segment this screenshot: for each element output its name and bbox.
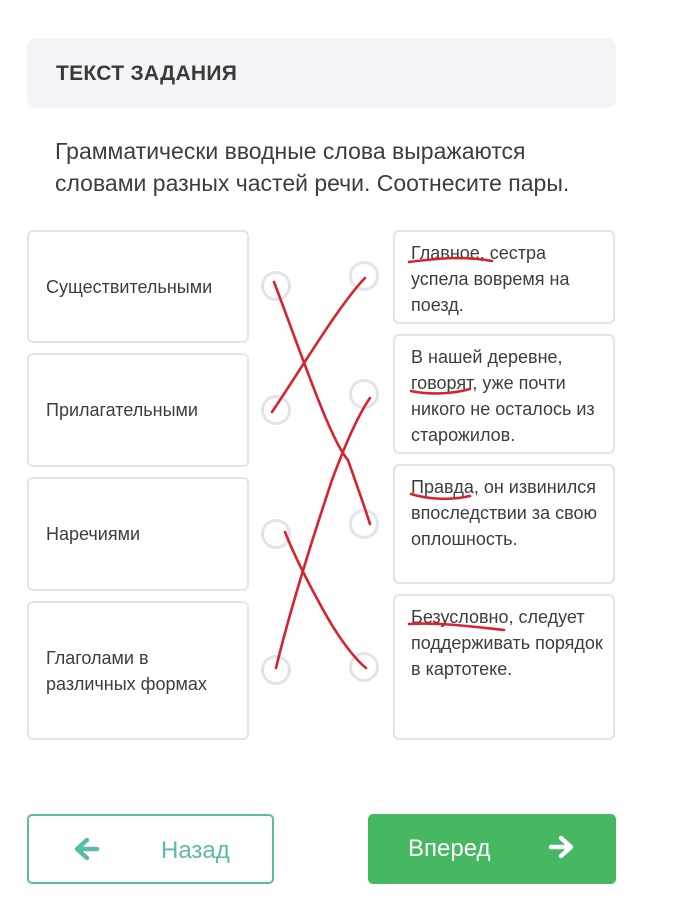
- right-connector-dot-1[interactable]: [349, 261, 379, 291]
- right-connector-dot-2[interactable]: [349, 379, 379, 409]
- left-connector-dot-4[interactable]: [261, 655, 291, 685]
- right-option-text: , он извинился впоследствии за свою оплошность.: [411, 477, 597, 549]
- right-option-highlight: говорят: [411, 373, 473, 393]
- left-option-verbs[interactable]: [27, 601, 249, 740]
- left-connector-dot-1[interactable]: [261, 271, 291, 301]
- left-connector-dot-3[interactable]: [261, 519, 291, 549]
- next-button-label: Вперед: [408, 835, 491, 862]
- right-option-text: , следует поддерживать порядок в картотеке.: [411, 607, 603, 679]
- next-button[interactable]: [368, 814, 616, 884]
- right-option-highlight: Безусловно: [411, 607, 509, 627]
- task-header: [27, 38, 616, 108]
- left-option-label: Прилагательными: [46, 400, 198, 420]
- right-option-2[interactable]: [393, 334, 615, 454]
- question-text: Грамматически вводные слова выражаются словами разных частей речи. Соотнесите пары.: [55, 138, 570, 196]
- left-option-nouns[interactable]: [27, 230, 249, 343]
- task-header-title: ТЕКСТ ЗАДАНИЯ: [56, 62, 238, 85]
- left-option-label: Наречиями: [46, 524, 141, 544]
- right-option-4[interactable]: [393, 594, 615, 740]
- arrow-right-icon: [549, 833, 575, 861]
- left-option-adverbs[interactable]: [27, 477, 249, 591]
- left-option-adjectives[interactable]: [27, 353, 249, 467]
- right-option-highlight: Главное: [411, 243, 480, 263]
- left-connector-dot-2[interactable]: [261, 395, 291, 425]
- back-button[interactable]: [27, 814, 274, 884]
- right-connector-dot-3[interactable]: [349, 509, 379, 539]
- right-option-text: , уже почти никого не осталось из старожилов.: [411, 373, 595, 445]
- right-option-highlight: Правда: [411, 477, 474, 497]
- right-connector-dot-4[interactable]: [349, 652, 379, 682]
- connection-line-adverbs: [285, 532, 366, 668]
- left-option-label: Существительными: [46, 276, 213, 297]
- arrow-left-icon: [73, 835, 99, 863]
- left-option-label: Глаголами в различных формах: [46, 647, 207, 694]
- right-option-text: , сестра успела вовремя на поезд.: [411, 243, 570, 315]
- right-option-3[interactable]: [393, 464, 615, 584]
- back-button-label: Назад: [161, 837, 230, 864]
- right-option-text: В нашей деревне,: [411, 347, 563, 367]
- right-option-1[interactable]: [393, 230, 615, 324]
